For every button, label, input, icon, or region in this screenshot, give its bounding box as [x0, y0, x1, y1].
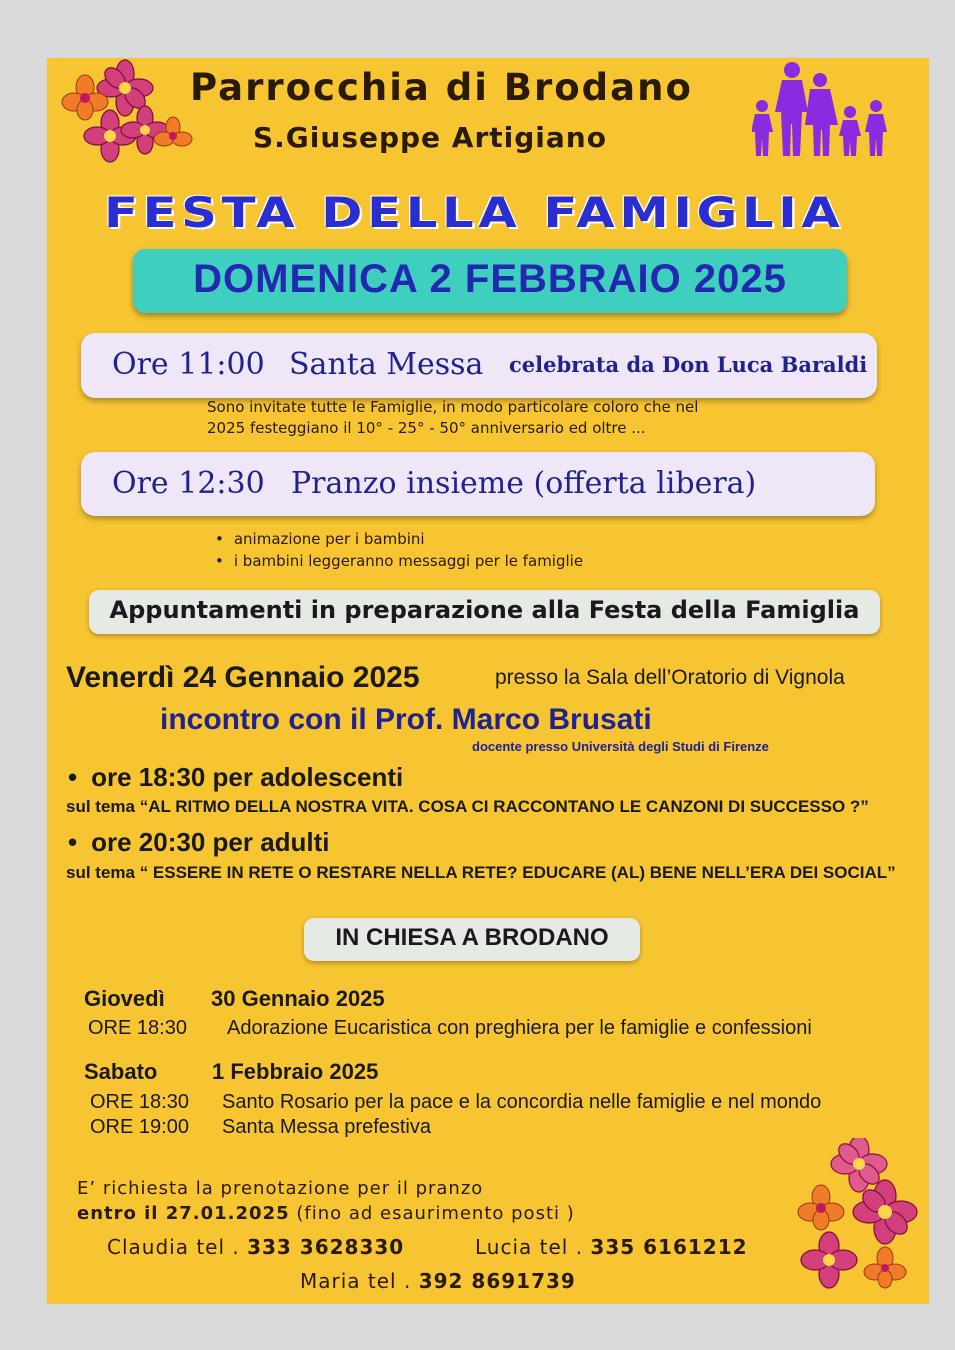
contact-lucia [475, 1235, 748, 1259]
contact-name: Maria tel . [300, 1269, 419, 1293]
contact-name: Lucia tel . [475, 1235, 591, 1259]
preparation-venue: presso la Sala dell’Oratorio di Vignola [495, 666, 845, 689]
list-item: • animazione per i bambini [215, 528, 583, 550]
flower-cluster-top-left-icon [55, 58, 195, 163]
contact-phone[interactable]: 333 3628330 [247, 1235, 405, 1259]
saturday-day: Sabato [84, 1059, 158, 1084]
contact-phone[interactable]: 392 8691739 [418, 1269, 576, 1293]
contact-maria [300, 1269, 576, 1293]
event-date: DOMENICA 2 FEBBRAIO 2025 [193, 257, 787, 301]
speaker-role: docente presso Università degli Studi di Firenze [472, 739, 769, 754]
preparation-heading: Appuntamenti in preparazione alla Festa della Famiglia [109, 596, 860, 624]
thursday-day: Giovedì [84, 986, 165, 1011]
parish-name: Parrocchia di Brodano [190, 66, 693, 109]
preparation-meeting: incontro con il Prof. Marco Brusati [160, 703, 652, 736]
thursday-date: 30 Gennaio 2025 [211, 986, 385, 1011]
church-heading: IN CHIESA A BRODANO [335, 924, 609, 951]
session-adults-theme: sul tema “ ESSERE IN RETE O RESTARE NELLA RETE? EDUCARE (AL) BENE NELL’ERA DEI SOCIAL” [66, 863, 896, 882]
event-title: FESTA DELLA FAMIGLIA [104, 188, 845, 237]
saturday-time-2: ORE 19:00 [90, 1116, 189, 1138]
booking-note: E’ richiesta la prenotazione per il pranzo [77, 1178, 484, 1199]
mass-note-line1: Sono invitate tutte le Famiglie, in modo particolare coloro che nel [207, 398, 699, 416]
contact-claudia [107, 1235, 404, 1259]
mass-celebrant: celebrata da Don Luca Baraldi [509, 352, 868, 377]
saturday-date: 1 Febbraio 2025 [212, 1059, 379, 1084]
lunch-bullet-list [215, 528, 583, 572]
booking-deadline-line [77, 1203, 575, 1224]
lunch-title: Pranzo insieme (offerta libera) [291, 466, 757, 501]
booking-deadline: entro il 27.01.2025 [77, 1203, 290, 1224]
flower-cluster-bottom-right-icon [793, 1138, 923, 1298]
saturday-event-1: Santo Rosario per la pace e la concordia nelle famiglie e nel mondo [222, 1091, 822, 1113]
session-adults: • ore 20:30 per adulti [68, 827, 330, 858]
contact-phone[interactable]: 335 6161212 [590, 1235, 748, 1259]
family-silhouette-icon [752, 60, 892, 158]
saturday-time-1: ORE 18:30 [90, 1091, 189, 1113]
parish-saint: S.Giuseppe Artigiano [253, 121, 607, 154]
lunch-time: Ore 12:30 [112, 466, 265, 501]
booking-deadline-note: (fino ad esaurimento posti ) [289, 1203, 575, 1224]
mass-title: Santa Messa [289, 347, 484, 382]
mass-note-line2: 2025 festeggiano il 10° - 25° - 50° anniversario ed oltre ... [207, 419, 646, 437]
preparation-date: Venerdì 24 Gennaio 2025 [66, 661, 420, 694]
thursday-event: Adorazione Eucaristica con preghiera per le famiglie e confessioni [227, 1017, 812, 1039]
contact-name: Claudia tel . [107, 1235, 248, 1259]
mass-time: Ore 11:00 [112, 347, 265, 382]
list-item: • i bambini leggeranno messaggi per le famiglie [215, 550, 583, 572]
session-teens: • ore 18:30 per adolescenti [68, 762, 403, 793]
session-teens-theme: sul tema “AL RITMO DELLA NOSTRA VITA. COSA CI RACCONTANO LE CANZONI DI SUCCESSO ?” [66, 797, 869, 816]
thursday-time: ORE 18:30 [88, 1017, 187, 1039]
saturday-event-2: Santa Messa prefestiva [222, 1116, 431, 1138]
